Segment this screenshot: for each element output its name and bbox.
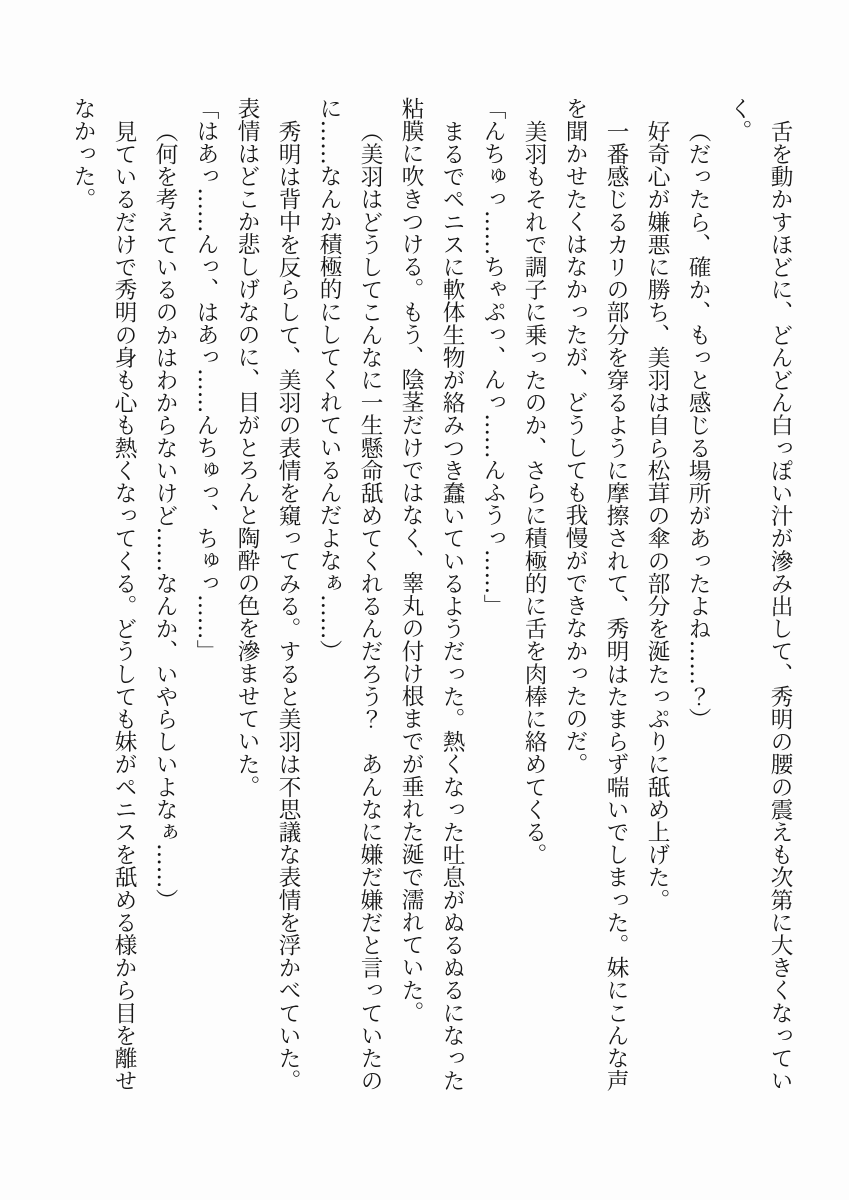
paragraph-5: 美羽もそれで調子に乗ったのか、さらに積極的に舌を肉棒に絡めてくる。 [521,119,547,866]
paragraph-6-dialogue: 「んちゅっ……ちゃぷっ、んっ……んふうっ……」 [480,97,506,617]
paragraph-10-dialogue: 「はあっ……んっ、はあっ……んちゅっ、ちゅっ……」 [193,97,219,662]
paragraph-8: （美羽はどうしてこんなに一生懸命舐めてくれるんだろう？ あんなに嫌だ嫌だと言っていたのに……なんか積極的にしてくれているんだよなぁ……） [316,97,383,1092]
paragraph-11: （何を考えているのかはわからないけど……なんか、いやらしいよなぁ……） [152,119,178,911]
paragraph-2: （だったら、確か、もっと感じる場所があったよね……？） [685,119,711,730]
paragraph-7: まるでペニスに軟体生物が絡みつき蠢いているようだった。熱くなった吐息がぬるぬるになった粘膜に吹きつける。もう、陰茎だけではなく、睾丸の付け根までが垂れた涎で濡れていた。 [398,97,465,1092]
paragraph-12: 見ているだけで秀明の身も心も熱くなってくる。どうしても妹がペニスを舐める様から目を離せなかった。 [70,97,137,1092]
paragraph-9: 秀明は背中を反らして、美羽の表情を窺ってみる。すると美羽は不思議な表情を浮かべていた。表情はどこか悲しげなのに、目がとろんと陶酔の色を滲ませていた。 [234,97,301,1092]
paragraph-1: 舌を動かすほどに、どんどん白っぽい汁が滲み出して、秀明の腰の震えも次第に大きくなっていく。 [726,97,793,1092]
novel-text-block [62,97,800,1093]
paragraph-3: 好奇心が嫌悪に勝ち、美羽は自ら松茸の傘の部分を涎たっぷりに舐め上げた。 [644,119,670,911]
paragraph-4: 一番感じるカリの部分を穿るように摩擦されて、秀明はたまらず喘いでしまった。妹にこんな声を聞かせたくはなかったが、どうしても我慢ができなかったのだ。 [562,97,629,1092]
